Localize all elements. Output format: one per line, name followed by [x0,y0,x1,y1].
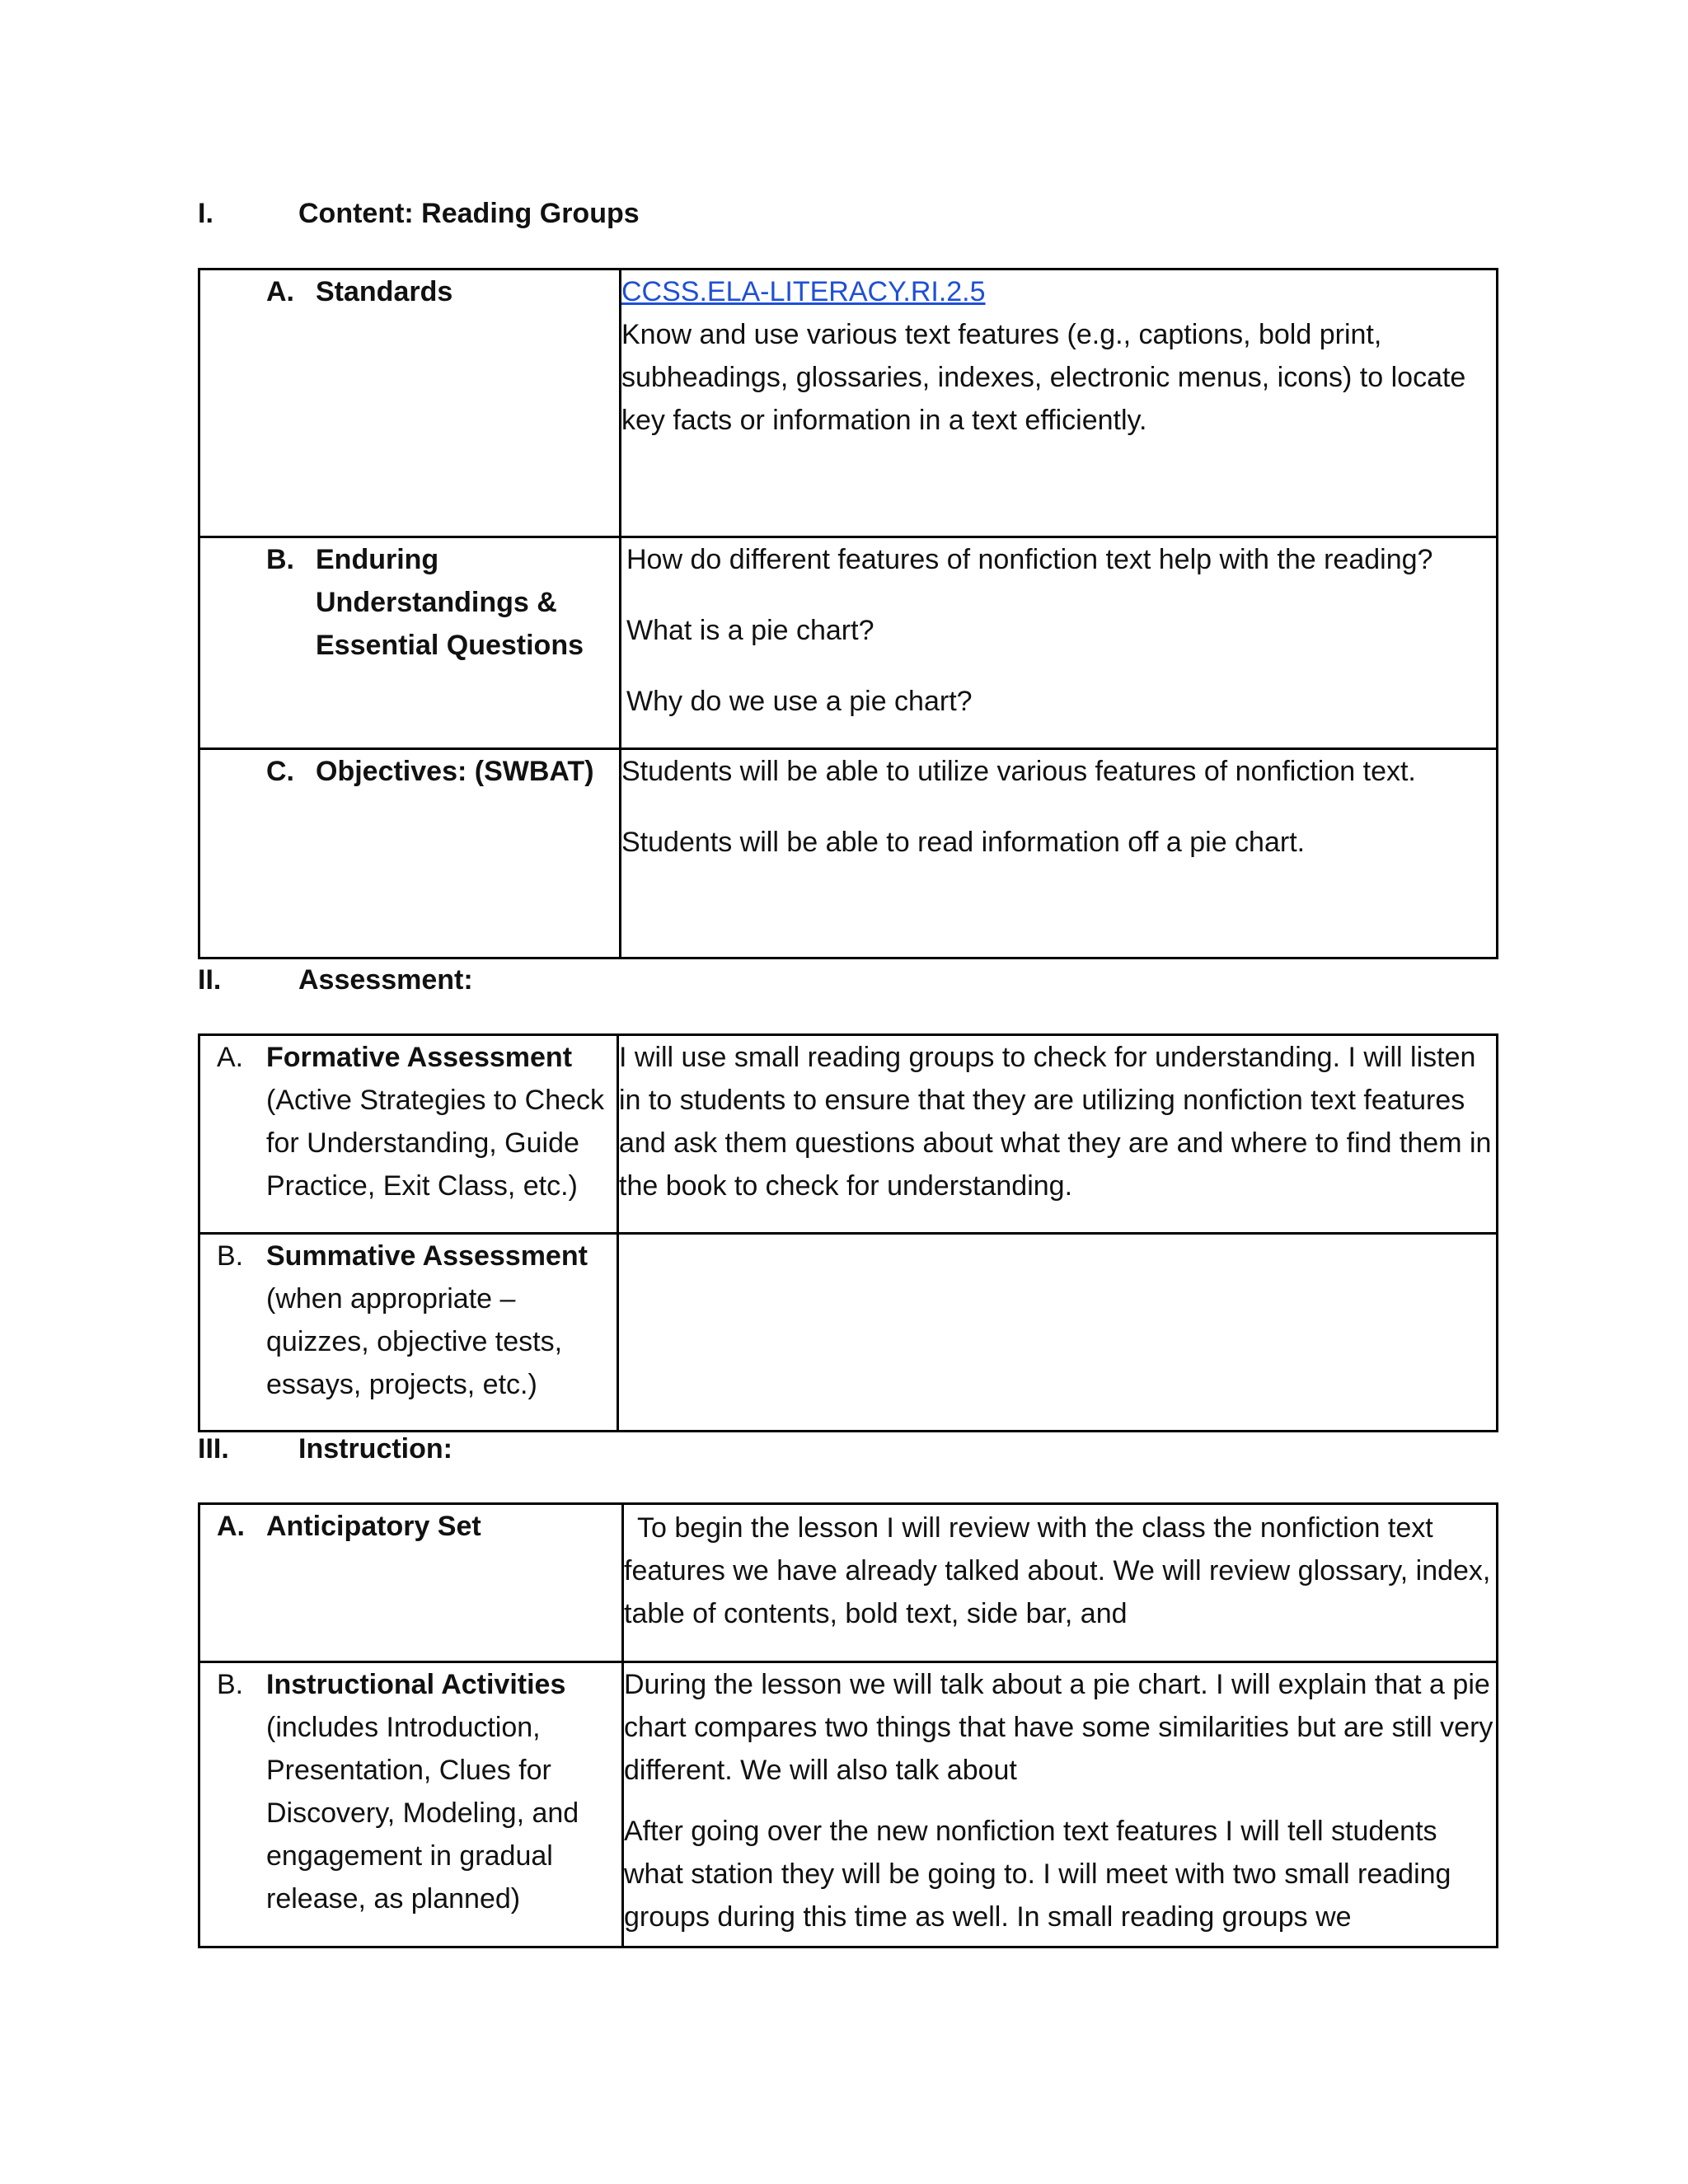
summative-value-cell [618,1234,1498,1432]
row-letter: B. [217,1240,244,1272]
standards-value-cell [621,269,1498,537]
standards-label-cell [199,269,621,537]
formative-value-cell [618,1035,1498,1234]
section-3-title: Instruction: [298,1433,452,1465]
objectives-label: Objectives: (SWBAT) [316,756,594,787]
formative-sublabel: (Active Strategies to Check for Understanding, Guide Practice, Exit Class, etc.) [266,1085,605,1202]
instructional-sublabel: (includes Introduction, Presentation, Clues for Discovery, Modeling, and engagement in gradual release, as planned) [266,1712,579,1915]
objective-1: Students will be able to utilize various features of nonfiction text. [621,756,1416,787]
standards-label: Standards [316,276,453,307]
enduring-value-cell [621,537,1498,749]
table-row [199,537,1498,749]
section-2-numeral: II. [198,964,222,996]
formative-label: Formative Assessment [266,1042,573,1073]
essential-question-3: Why do we use a pie chart? [626,686,973,717]
table-row [199,1662,1498,1947]
anticipatory-label-cell [199,1504,623,1662]
row-letter: C. [266,756,294,787]
instructional-paragraph-1: During the lesson we will talk about a pie chart. I will explain that a pie chart compares two things that have some similarities but are still very different. We will also talk about [624,1669,1493,1786]
instructional-label-cell [199,1662,623,1947]
section-1-title: Content: Reading Groups [298,198,640,229]
standard-link[interactable]: CCSS.ELA-LITERACY.RI.2.5 [621,276,986,307]
formative-description: I will use small reading groups to check for understanding. I will listen in to students to ensure that they are utilizing nonfiction text features and ask them questions about what they are and where to find them in the book to check for understanding. [619,1042,1492,1202]
instruction-table [198,1502,1498,1948]
table-row [199,1035,1498,1234]
essential-question-1: How do different features of nonfiction text help with the reading? [626,544,1433,575]
table-row [199,749,1498,958]
anticipatory-description: To begin the lesson I will review with the class the nonfiction text features we have already talked about. We will review glossary, index, table of contents, bold text, side bar, and [624,1512,1491,1629]
row-letter: B. [217,1669,244,1700]
standard-description: Know and use various text features (e.g., captions, bold print, subheadings, glossaries, indexes, electronic menus, icons) to locate key facts or information in a text efficiently. [621,319,1466,436]
objectives-label-cell [199,749,621,958]
section-2-title: Assessment: [298,964,473,996]
table-row [199,269,1498,537]
table-row [199,1504,1498,1662]
assessment-table [198,1033,1498,1432]
formative-label-cell [199,1035,618,1234]
content-table [198,268,1498,959]
section-1-numeral: I. [198,198,213,229]
enduring-label: Enduring Understandings & Essential Questions [316,544,584,661]
objectives-value-cell [621,749,1498,958]
summative-label-cell [199,1234,618,1432]
instructional-label: Instructional Activities [266,1669,566,1700]
objective-2: Students will be able to read information off a pie chart. [621,827,1306,858]
summative-label: Summative Assessment [266,1240,588,1272]
anticipatory-label: Anticipatory Set [266,1511,481,1542]
row-letter: A. [217,1511,245,1542]
row-letter: A. [217,1042,244,1073]
instructional-value-cell [623,1662,1498,1947]
enduring-label-cell [199,537,621,749]
summative-sublabel: (when appropriate – quizzes, objective tests, essays, projects, etc.) [266,1283,563,1400]
section-3-numeral: III. [198,1433,229,1465]
row-letter: A. [266,276,294,307]
anticipatory-value-cell [623,1504,1498,1662]
table-row [199,1234,1498,1432]
instructional-paragraph-2: After going over the new nonfiction text features I will tell students what station they will be going to. I will meet with two small reading groups during this time as well. In small reading groups we [624,1816,1451,1933]
essential-question-2: What is a pie chart? [626,615,874,646]
row-letter: B. [266,544,294,575]
